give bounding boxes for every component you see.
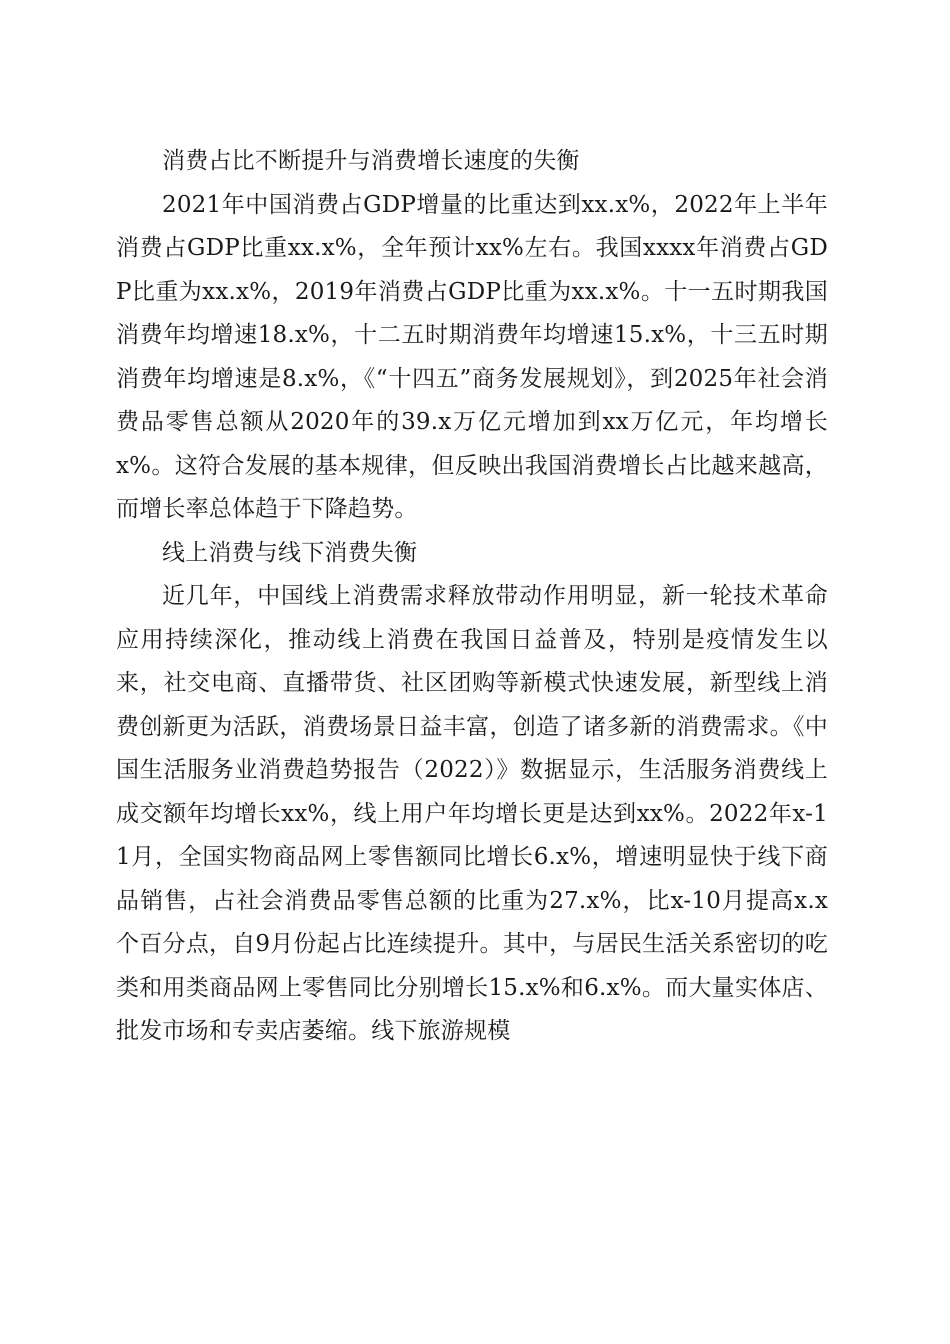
section-heading-online-offline: 线上消费与线下消费失衡 bbox=[162, 539, 418, 566]
document-body bbox=[116, 140, 828, 1054]
paragraph-online-offline: 近几年，中国线上消费需求释放带动作用明显，新一轮技术革命应用持续深化，推动线上消费在我国日益普及，特别是疫情发生以来，社交电商、直播带货、社区团购等新模式快速发展，新型线上消费创新更为活跃，消费场景日益丰富，创造了诸多新的消费需求。《中国生活服务业消费趋势报告（2022）》数据显示，生活服务消费线上成交额年均增长xx%，线上用户年均增长更是达到xx%。2022年x-11月，全国实物商品网上零售额同比增长6.x%，增速明显快于线下商品销售，占社会消费品零售总额的比重为27.x%，比x-10月提高x.x个百分点，自9月份起占比连续提升。其中，与居民生活关系密切的吃类和用类商品网上零售同比分别增长15.x%和6.x%。而大量实体店、批发市场和专卖店萎缩。线下旅游规模 bbox=[116, 583, 828, 1044]
paragraph-consumption-share: 2021年中国消费占GDP增量的比重达到xx.x%，2022年上半年消费占GDP比重xx.x%，全年预计xx%左右。我国xxxx年消费占GDP比重为xx.x%，2019年消费占GDP比重为xx.x%。十一五时期我国消费年均增速18.x%，十二五时期消费年均增速15.x%，十三五时期消费年均增速是8.x%，《“十四五”商务发展规划》，到2025年社会消费品零售总额从2020年的39.x万亿元增加到xx万亿元，年均增长x%。这符合发展的基本规律，但反映出我国消费增长占比越来越高，而增长率总体趋于下降趋势。 bbox=[116, 191, 828, 522]
section-heading-consumption-share: 消费占比不断提升与消费增长速度的失衡 bbox=[162, 148, 580, 174]
